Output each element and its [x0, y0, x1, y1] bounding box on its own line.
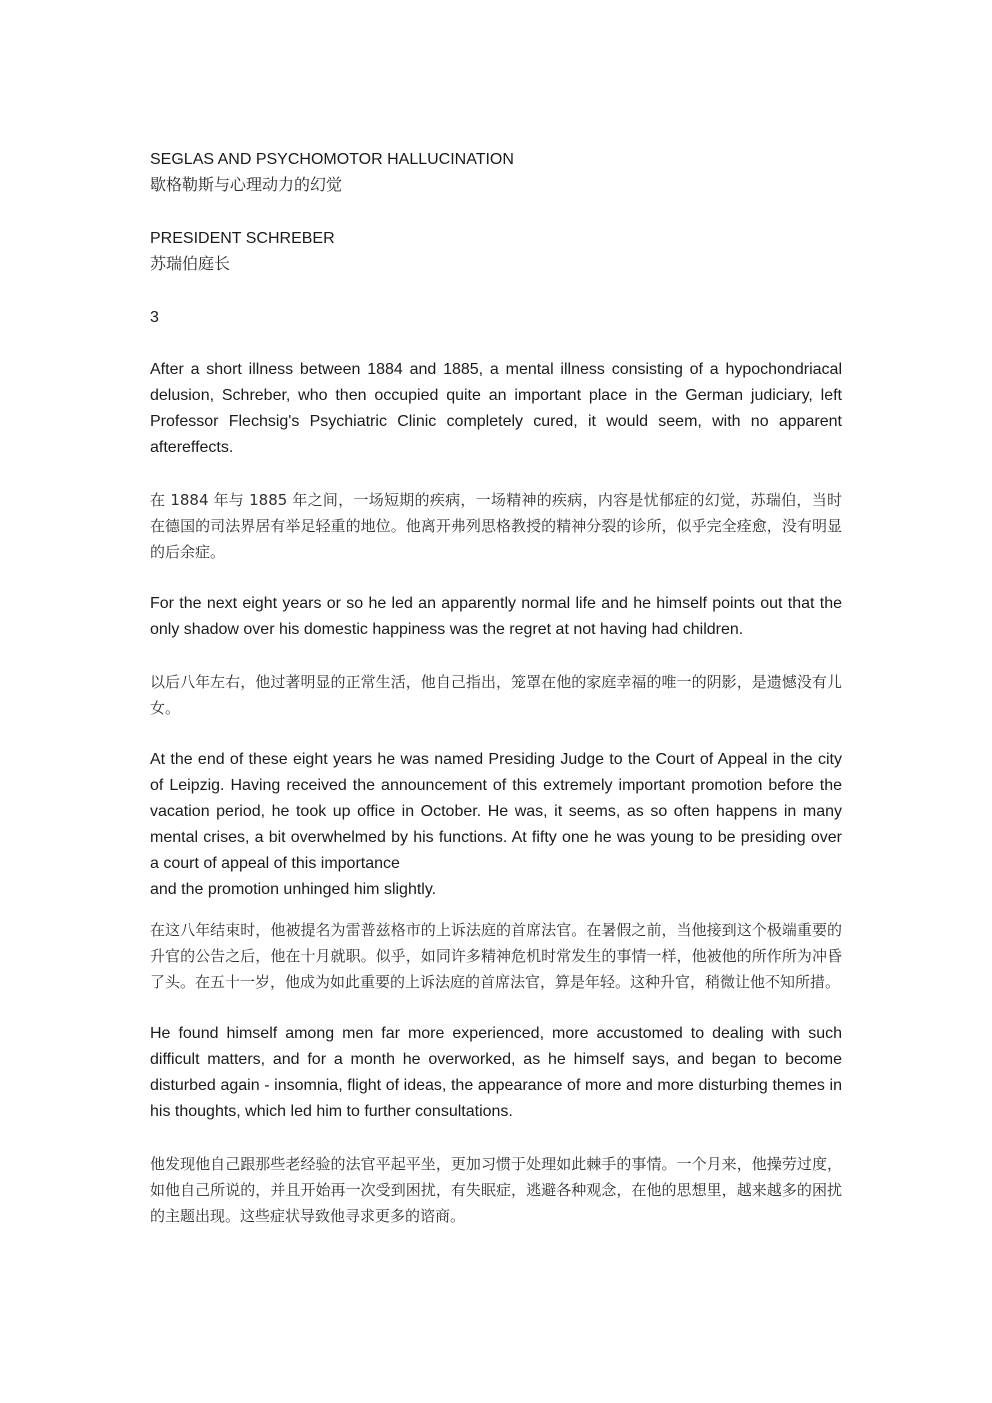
chapter-number: 3: [150, 309, 159, 326]
section-title-seglas-zh: 歇格勒斯与心理动力的幻觉: [150, 175, 343, 194]
paragraph-3-en: [150, 747, 842, 903]
paragraph-2-en: For the next eight years or so he led an apparently normal life and he himself points out that the only shadow over his domestic happiness was the regret at not having had children.: [150, 595, 842, 638]
paragraph-3-en-tail: and the promotion unhinged him slightly.: [150, 881, 437, 898]
paragraph-2-zh: 以后八年左右，他过著明显的正常生活，他自己指出，笼罩在他的家庭幸福的唯一的阴影，是遗憾没有儿女。: [150, 673, 842, 717]
paragraph-1-en: After a short illness between 1884 and 1885, a mental illness consisting of a hypochondriacal delusion, Schreber, who then occupied quite an important place in the German judiciary, left Professor Flechsig's Psychiatric Clinic completely cured, it would seem, with no apparent aftereffects.: [150, 361, 842, 456]
paragraph-3-zh: 在这八年结束时，他被提名为雷普兹格市的上诉法庭的首席法官。在暑假之前，当他接到这个极端重要的升官的公告之后，他在十月就职。似乎，如同许多精神危机时常发生的事情一样，他被他的所作所为冲昏了头。在五十一岁，他成为如此重要的上诉法庭的首席法官，算是年轻。这种升官，稍微让他不知所措。: [150, 921, 842, 991]
paragraph-3-en-main: At the end of these eight years he was named Presiding Judge to the Court of Appeal in the city of Leipzig. Having received the announcement of this extremely important promotion before the vacation period, he took up office in October. He was, it seems, as so often happens in many mental crises, a bit overwhelmed by his functions. At fifty one he was young to be presiding over a court of appeal of this importance: [150, 751, 842, 872]
section-title-seglas-en: SEGLAS AND PSYCHOMOTOR HALLUCINATION: [150, 151, 514, 168]
paragraph-4-en: He found himself among men far more experienced, more accustomed to dealing with such difficult matters, and for a month he overworked, as he himself says, and began to become disturbed again - insomnia, flight of ideas, the appearance of more and more disturbing themes in his thoughts, which led him to further consultations.: [150, 1025, 842, 1120]
paragraph-1-zh: 在 1884 年与 1885 年之间，一场短期的疾病，一场精神的疾病，内容是忧郁症的幻觉，苏瑞伯，当时在德国的司法界居有举足轻重的地位。他离开弗列思格教授的精神分裂的诊所，似乎完全痊愈，没有明显的后余症。: [150, 491, 842, 561]
page-content: [150, 147, 842, 1255]
chapter-title-schreber-en: PRESIDENT SCHREBER: [150, 230, 335, 247]
chapter-title-schreber-zh: 苏瑞伯庭长: [150, 254, 231, 273]
paragraph-4-zh: 他发现他自己跟那些老经验的法官平起平坐，更加习惯于处理如此棘手的事情。一个月来，他操劳过度，如他自己所说的，并且开始再一次受到困扰，有失眠症，逃避各种观念，在他的思想里，越来越多的困扰的主题出现。这些症状导致他寻求更多的谘商。: [150, 1155, 842, 1225]
